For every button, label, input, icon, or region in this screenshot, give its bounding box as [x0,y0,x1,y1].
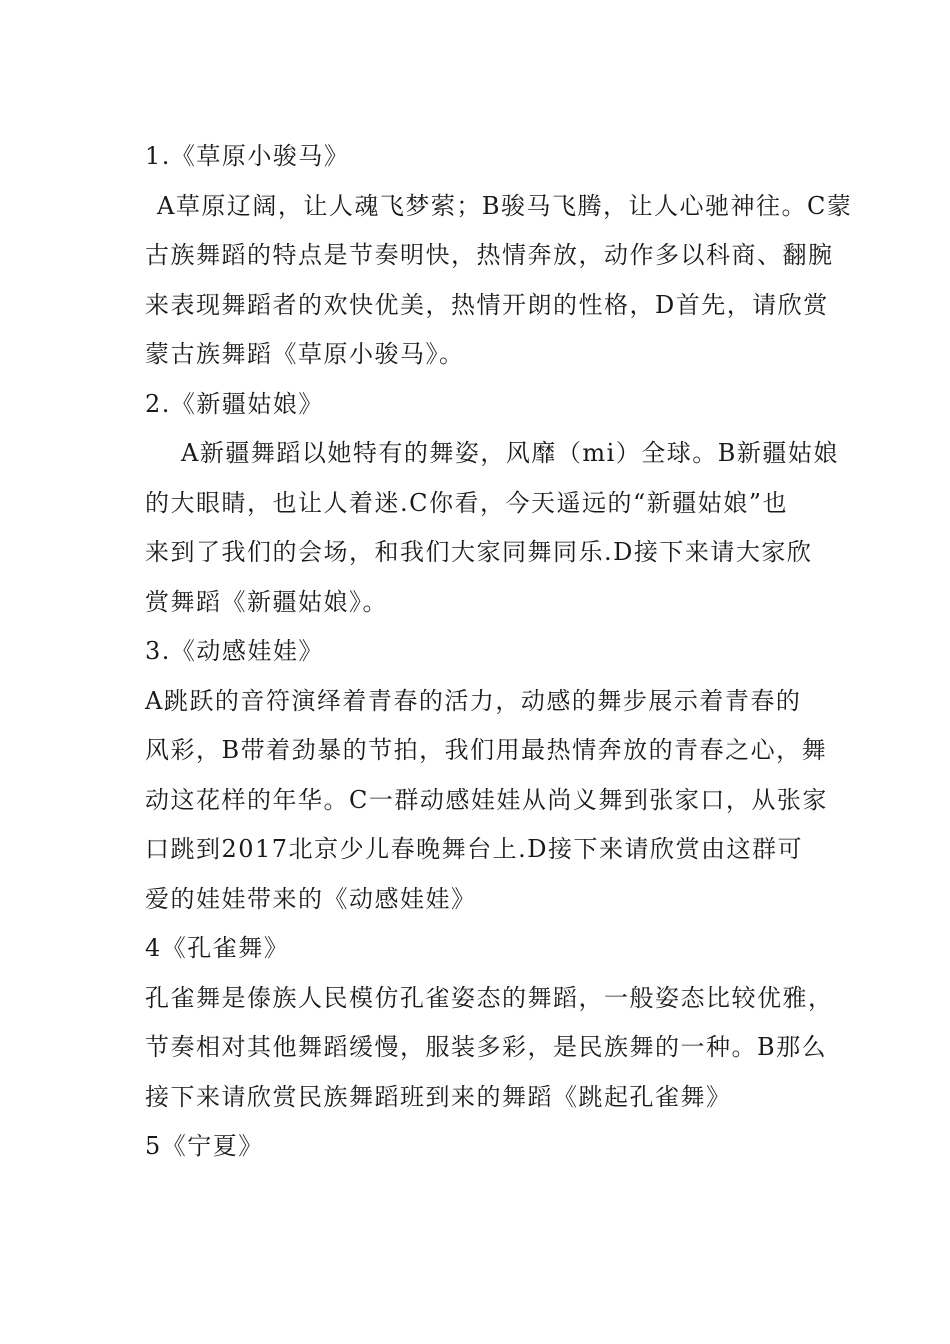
paragraph-line: A跳跃的音符演绎着青春的活力，动感的舞步展示着青春的 [145,686,802,715]
section-heading-5: 5《宁夏》 [145,1132,264,1160]
paragraph-line: 孔雀舞是傣族人民模仿孔雀姿态的舞蹈，一般姿态比较优雅， [145,983,834,1012]
paragraph-line: 爱的娃娃带来的《动感娃娃》 [145,884,477,913]
paragraph-line: 古族舞蹈的特点是节奏明快，热情奔放，动作多以科商、翻腕 [145,241,834,269]
paragraph-line: 风彩，B带着劲暴的节拍，我们用最热情奔放的青春之心，舞 [145,736,828,764]
paragraph-line: A新疆舞蹈以她特有的舞姿，风靡（mi）全球。B新疆姑娘 [181,439,839,467]
section-heading-4: 4《孔雀舞》 [145,934,290,962]
paragraph-line: 口跳到2017北京少儿春晚舞台上.D接下来请欣赏由这群可 [145,835,803,863]
paragraph-line: 来到了我们的会场，和我们大家同舞同乐.D接下来请大家欣 [145,538,813,566]
paragraph-line: 动这花样的年华。C一群动感娃娃从尚义舞到张家口，从张家 [145,785,828,814]
paragraph-line: 赏舞蹈《新疆姑娘》。 [145,587,388,616]
paragraph-line: 接下来请欣赏民族舞蹈班到来的舞蹈《跳起孔雀舞》 [145,1082,732,1111]
section-heading-2: 2.《新疆姑娘》 [145,389,324,418]
paragraph-line: A草原辽阔，让人魂飞梦萦；B骏马飞腾，让人心驰神往。C蒙 [157,191,853,220]
paragraph-line: 的大眼睛，也让人着迷.C你看，今天遥远的“新疆姑娘”也 [145,488,789,517]
section-heading-1: 1.《草原小骏马》 [145,142,350,170]
paragraph-line: 蒙古族舞蹈《草原小骏马》。 [145,340,465,368]
paragraph-line: 节奏相对其他舞蹈缓慢，服装多彩，是民族舞的一种。B那么 [145,1033,828,1061]
document-body [145,132,853,1172]
section-heading-3: 3.《动感娃娃》 [145,637,324,665]
paragraph-line: 来表现舞蹈者的欢快优美，热情开朗的性格，D首先，请欣赏 [145,290,829,319]
